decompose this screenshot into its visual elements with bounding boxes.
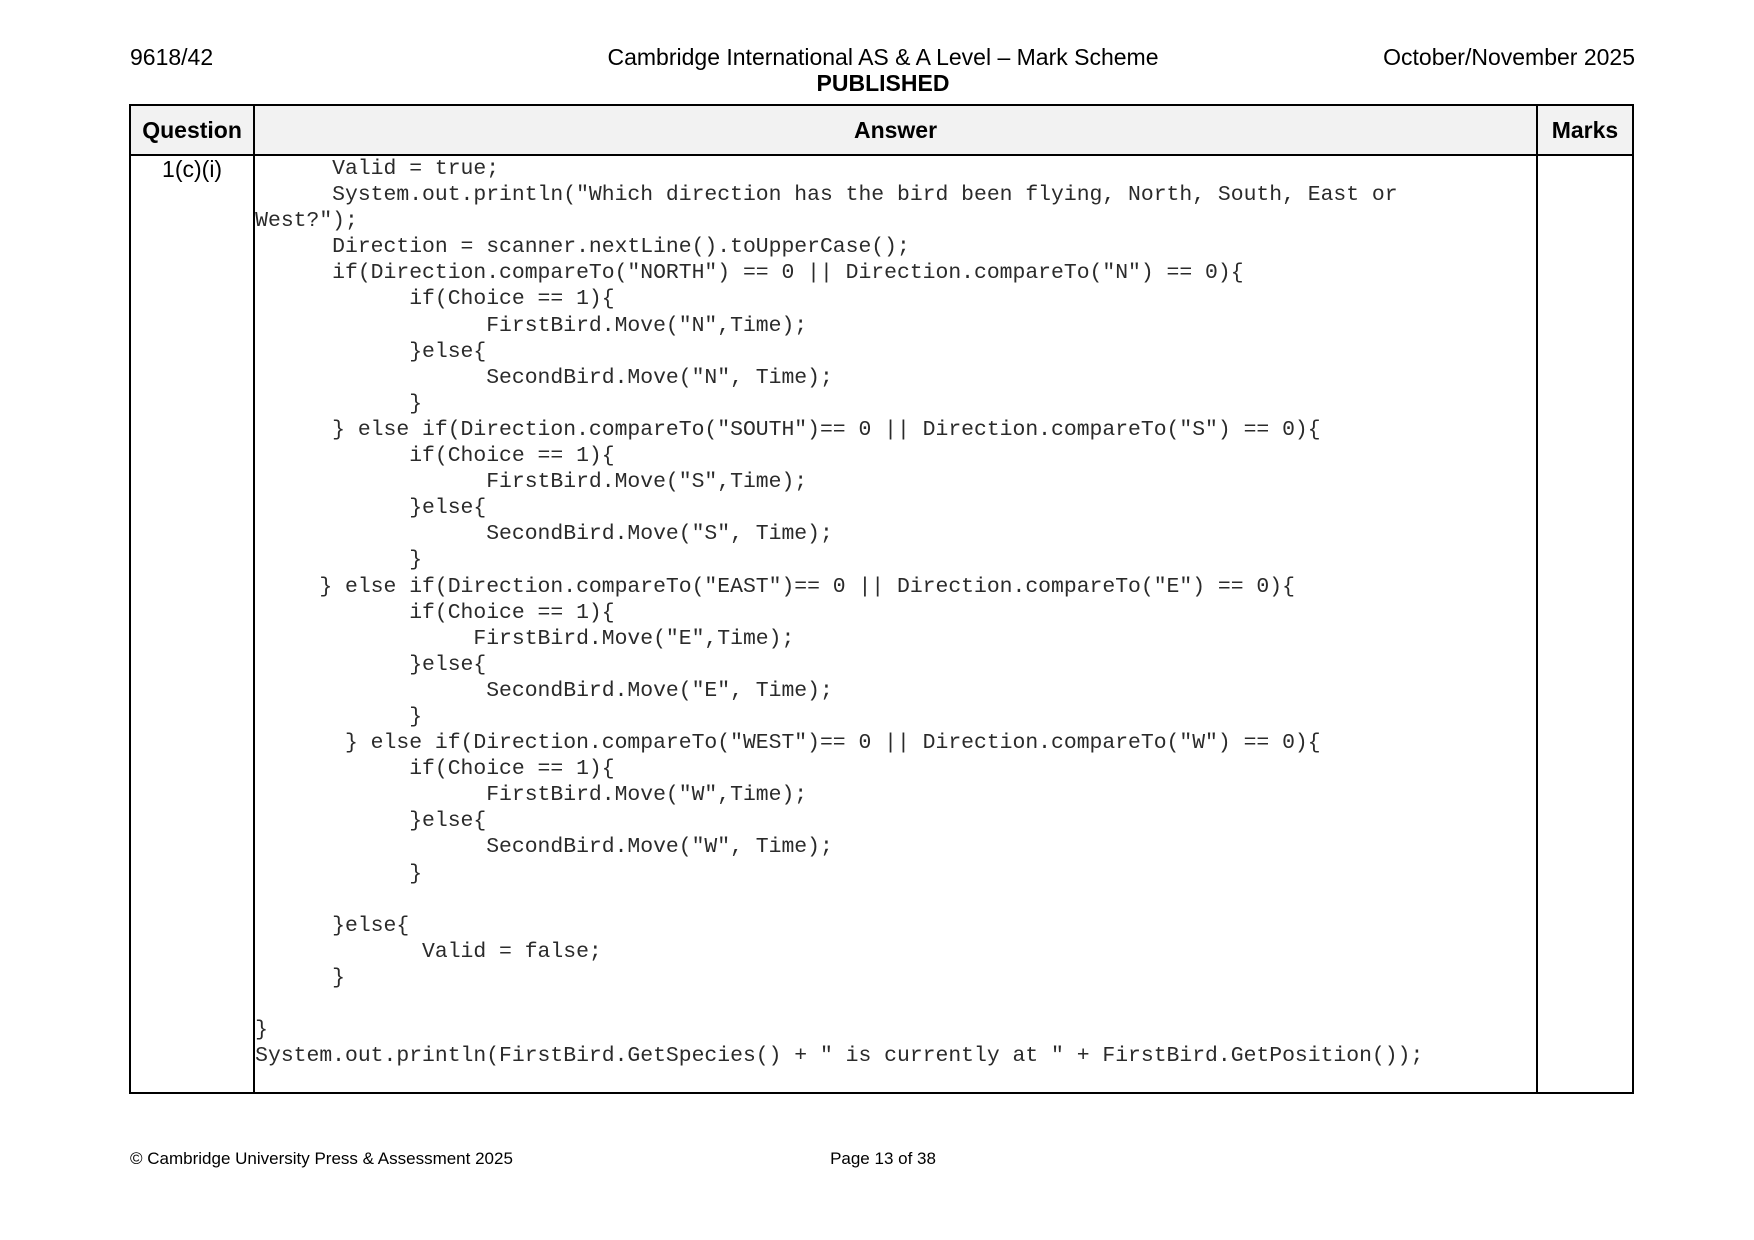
code-line: Valid = false; (255, 939, 602, 964)
answer-cell (254, 155, 1537, 1093)
code-line: System.out.println(FirstBird.GetSpecies() + " is currently at " + FirstBird.GetPosition()); (255, 1044, 1424, 1069)
answer-header: Answer (254, 105, 1537, 155)
document-title: Cambridge International AS & A Level – Mark Scheme (607, 44, 1159, 70)
code-line: SecondBird.Move("N", Time); (255, 365, 833, 390)
code-line: }else{ (255, 913, 410, 938)
code-line: if(Choice == 1){ (255, 287, 615, 312)
code-line (255, 887, 1536, 913)
code-line: } (255, 548, 423, 573)
code-line: if(Choice == 1){ (255, 600, 615, 625)
marks-cell (1537, 155, 1633, 1093)
published-label: PUBLISHED (816, 70, 950, 96)
code-line: if(Direction.compareTo("NORTH") == 0 || Direction.compareTo("N") == 0){ (255, 261, 1244, 286)
code-line: }else{ (255, 652, 487, 677)
code-line: }else{ (255, 496, 487, 521)
code-line: FirstBird.Move("S",Time); (255, 470, 808, 495)
code-line: }else{ (255, 809, 487, 834)
code-line: } (255, 861, 423, 886)
code-line: } (255, 965, 346, 990)
code-line: FirstBird.Move("N",Time); (255, 313, 808, 338)
code-line: SecondBird.Move("E", Time); (255, 678, 833, 703)
page-number: Page 13 of 38 (830, 1149, 936, 1168)
code-line: West?"); (255, 209, 358, 234)
code-line: SecondBird.Move("S", Time); (255, 522, 833, 547)
copyright-notice: © Cambridge University Press & Assessment 2025 (130, 1149, 513, 1168)
table-header-row (130, 105, 1633, 155)
code-line: } (255, 704, 423, 729)
code-line (255, 991, 1536, 1017)
code-line: }else{ (255, 339, 487, 364)
code-line: } else if(Direction.compareTo("SOUTH")== 0 || Direction.compareTo("S") == 0){ (255, 417, 1321, 442)
syllabus-code: 9618/42 (130, 44, 214, 70)
code-line: SecondBird.Move("W", Time); (255, 835, 833, 860)
code-line: FirstBird.Move("W",Time); (255, 783, 808, 808)
code-line: Valid = true; (255, 157, 500, 181)
code-line: } else if(Direction.compareTo("WEST")== 0 || Direction.compareTo("W") == 0){ (255, 731, 1321, 756)
exam-series: October/November 2025 (1383, 44, 1635, 70)
code-line: if(Choice == 1){ (255, 444, 615, 469)
code-block (255, 156, 1536, 1069)
code-line: Direction = scanner.nextLine().toUpperCase(); (255, 235, 910, 260)
code-line: } (255, 391, 423, 416)
question-number: 1(c)(i) (130, 155, 254, 1093)
mark-scheme-table (129, 104, 1634, 1094)
code-line: FirstBird.Move("E",Time); (255, 626, 795, 651)
code-line: } (255, 1018, 268, 1043)
table-row (130, 155, 1633, 1093)
question-header: Question (130, 105, 254, 155)
code-line: if(Choice == 1){ (255, 757, 615, 782)
code-line: } else if(Direction.compareTo("EAST")== 0 || Direction.compareTo("E") == 0){ (255, 574, 1295, 599)
marks-header: Marks (1537, 105, 1633, 155)
code-line: System.out.println("Which direction has the bird been flying, North, South, East or (255, 183, 1398, 208)
